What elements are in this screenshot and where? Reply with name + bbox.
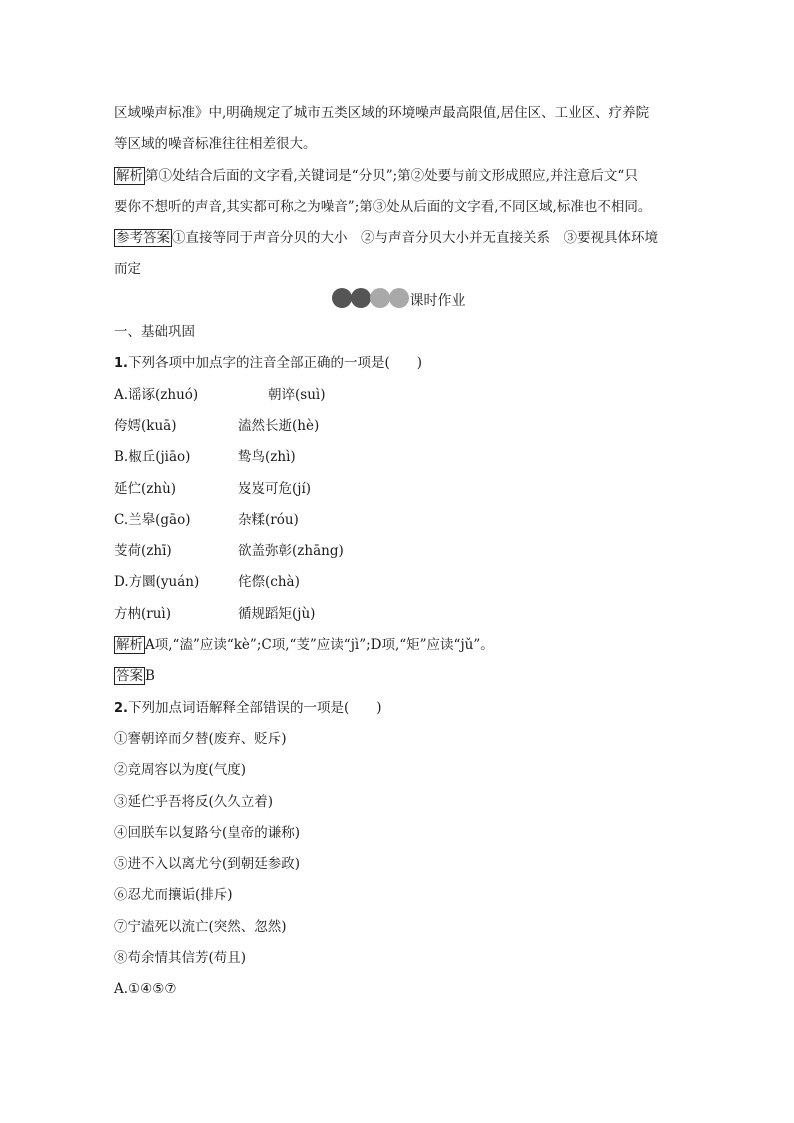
option-cell: 芰荷(zhī) [114,543,172,560]
option-row [114,505,684,536]
question-1-answer [114,661,684,692]
question-1-number: 1. [114,356,128,372]
option-cell: 杂糅(róu) [238,511,299,528]
dot-light-icon [389,288,409,308]
option-cell: B.椒丘(jiāo) [114,449,191,466]
question-1-stem [114,348,684,379]
section-header [114,286,684,317]
reference-answer-text-2: 而定 [114,261,141,278]
question-2-text: 下列加点词语解释全部错误的一项是( ) [127,699,382,716]
analysis-tag: 解析 [116,637,143,654]
analysis-tag: 解析 [116,167,143,184]
list-item: ⑧苟余情其信芳(苟且) [114,950,247,967]
section-title: 课时作业 [409,292,466,309]
list-item: ⑥忍尤而攘诟(排斥) [114,887,233,904]
list-item: ③延伫乎吾将反(久久立着) [114,793,274,810]
reference-answer-text-1: ①直接等同于声音分贝的大小 ②与声音分贝大小并无直接关系 ③要视具体环境 [172,230,658,247]
option-row [114,599,684,630]
option-cell: 岌岌可危(jí) [238,480,312,497]
option-cell: D.方圜(yuán) [114,574,200,591]
dot-dark-icon [332,288,352,308]
analysis-text-1: 第①处结合后面的文字看,关键词是“分贝”;第②处要与前文形成照应,并注意后文“只 [145,167,638,184]
intro-line-2: 等区域的噪音标准往往相差很大。 [114,136,317,153]
question-2-option-a: A.①④⑤⑦ [114,981,177,998]
question-2-number: 2. [114,700,128,716]
option-row [114,380,684,411]
intro-line-1: 区域噪声标准》中,明确规定了城市五类区域的环境噪声最高限值,居住区、工业区、疗养院 [114,105,650,121]
list-item: ①謇朝谇而夕替(废弃、贬斥) [114,730,287,747]
option-row [114,474,684,505]
dot-light-icon [370,288,390,308]
reference-answer-paragraph [114,223,684,254]
question-1-analysis [114,630,684,661]
analysis-paragraph [114,161,684,192]
option-cell: 溘然长逝(hè) [238,417,320,434]
question-1-answer-value: B [145,668,155,685]
list-item: ⑦宁溘死以流亡(突然、忽然) [114,918,287,935]
question-1-text: 下列各项中加点字的注音全部正确的一项是( ) [127,355,423,372]
option-row [114,442,684,473]
answer-tag: 答案 [116,668,143,685]
option-cell: 方枘(ruì) [114,605,171,622]
part-heading: 一、基础巩固 [114,324,195,341]
analysis-text-2: 要你不想听的声音,其实都可称之为噪音”;第③处从后面的文字看,不同区域,标准也不相同。 [114,198,652,215]
option-cell: 侉嫮(kuā) [114,417,177,434]
list-item: ②竞周容以为度(气度) [114,762,247,779]
option-cell: 欲盖弥彰(zhāng) [238,543,344,560]
option-cell: 循规蹈矩(jù) [238,605,316,622]
question-2-stem [114,693,684,724]
question-1-analysis-text: A项,“溘”应读“kè”;C项,“芰”应读“jì”;D项,“矩”应读“jǔ”。 [145,637,494,654]
list-item: ④回朕车以复路兮(皇帝的谦称) [114,824,301,841]
option-row [114,411,684,442]
reference-answer-tag: 参考答案 [116,230,170,247]
option-cell: 鸷鸟(zhì) [238,449,296,466]
list-item: ⑤进不入以离尤兮(到朝廷参政) [114,856,301,873]
section-dots-icon [333,288,409,308]
option-cell: 朝谇(suì) [268,386,326,403]
option-row [114,567,684,598]
option-cell: C.兰皋(gāo) [114,511,191,528]
dot-dark-icon [351,288,371,308]
document-page [114,98,684,1006]
option-cell: A.谣诼(zhuó) [114,386,199,403]
option-cell: 延伫(zhù) [114,480,177,497]
option-cell: 侘傺(chà) [238,574,300,591]
option-row [114,536,684,567]
